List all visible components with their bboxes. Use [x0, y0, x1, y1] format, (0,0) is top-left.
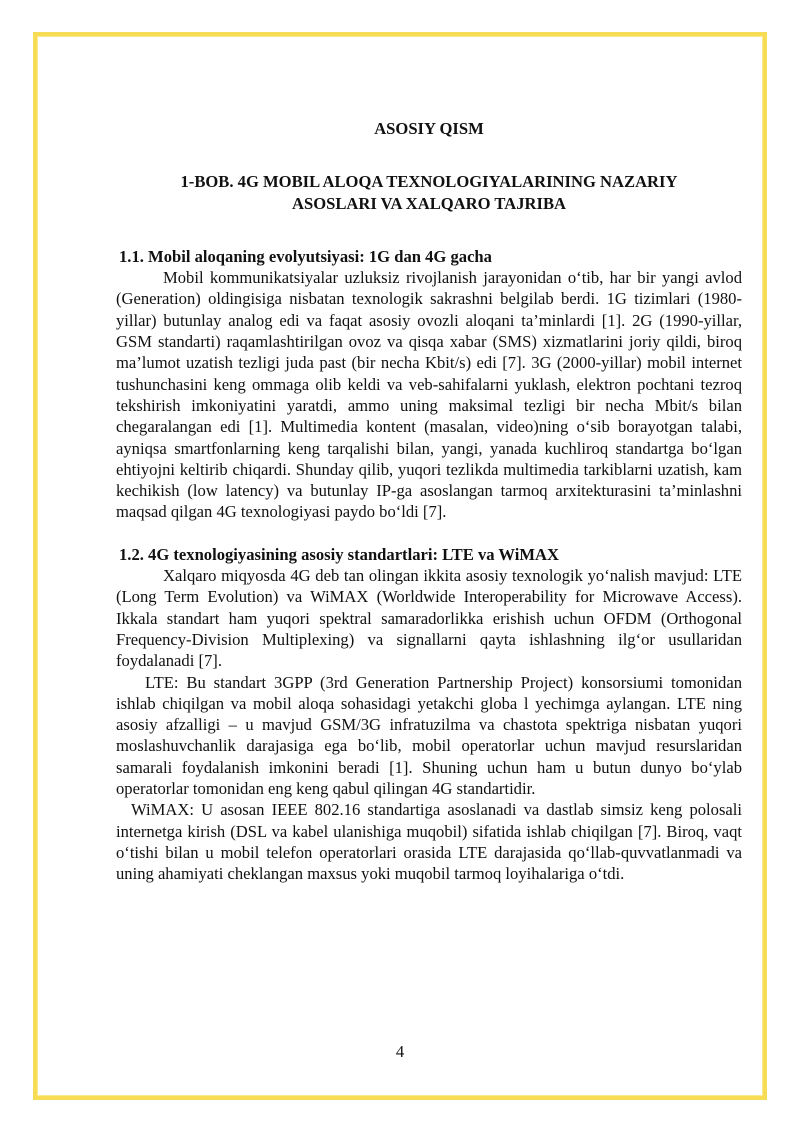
section-paragraph: Xalqaro miqyosda 4G deb tan olingan ikkita asosiy texnologik yo‘nalish mavjud: LTE (Long Term Evolution) va WiMAX (Worldwide Interoperability for Microwave Access). Ikkala standart ham yuqori spektral samaradorlikka erishish uchun OFDM (Orthogonal Frequency-Division Multiplexing) va signallarni qayta ishlashning ilg‘or usullaridan foydalanadi [7].	[116, 566, 742, 671]
chapter-title-line-2: ASOSLARI VA XALQARO TAJRIBA	[291, 193, 567, 213]
page-number: 4	[395, 1042, 405, 1061]
main-heading: ASOSIY QISM	[374, 119, 484, 138]
section-1-2	[116, 544, 742, 885]
chapter-title	[116, 171, 742, 214]
section-title: 1.2. 4G texnologiyasining asosiy standartlari: LTE va WiMAX	[119, 544, 559, 564]
section-1-1	[116, 246, 742, 523]
section-paragraph: WiMAX: U asosan IEEE 802.16 standartiga asoslanadi va dastlab simsiz keng polosali internetga kirish (DSL va kabel ulanishiga muqobil) sifatida ishlab chiqilgan [7]. Biroq, vaqt o‘tishi bilan u mobil telefon operatorlari orasida LTE darajasida qo‘llab-quvvatlanmadi va uning ahamiyati cheklangan maxsus yoki muqobil tarmoq loyihalariga o‘tdi.	[116, 800, 742, 884]
document-body	[116, 118, 742, 885]
section-paragraph: Mobil kommunikatsiyalar uzluksiz rivojlanish jarayonidan o‘tib, har bir yangi avlod (Generation) oldingisiga nisbatan texnologik sakrashni belgilab berdi. 1G tizimlari (1980-yillar) butunlay analog edi va faqat asosiy ovozli aloqani ta’minlardi [1]. 2G (1990-yillar, GSM standarti) raqamlashtirilgan ovoz va qisqa xabar (SMS) xizmatlarini joriy qildi, biroq ma’lumot uzatish tezligi juda past (bir necha Kbit/s) edi [7]. 3G (2000-yillar) mobil internet tushunchasini keng ommaga olib keldi va veb-sahifalarni yuklash, elektron pochtani tezroq tekshirish imkoniyatini yaratdi, ammo uning maksimal tezligi bir necha Mbit/s bilan chegaralangan edi [1]. Multimedia kontent (masalan, video)ning o‘sib borayotgan talabi, ayniqsa smartfonlarning keng tarqalishi bilan, yangi, yanada kuchliroq standartga bo‘lgan ehtiyojni keltirib chiqardi. Shunday qilib, yuqori tezlikda multimedia tarkiblarni uzatish, kam kechikish (low latency) va butunlay IP-ga asoslangan tarmoq arxitekturasini ta’minlashni maqsad qilgan 4G texnologiyasi paydo bo‘ldi [7].	[116, 268, 742, 522]
section-paragraph: LTE: Bu standart 3GPP (3rd Generation Partnership Project) konsorsiumi tomonidan ishlab chiqilgan va mobil aloqa sohasidagi yetakchi globa l yechimga aylangan. LTE ning asosiy afzalligi – u mavjud GSM/3G infratuzilma va chastota spektriga nisbatan yuqori moslashuvchanlik darajasiga ega bo‘lib, mobil operatorlar uchun mavjud resurslaridan samarali foydalanish imkonini beradi [1]. Shuning uchun ham u butun dunyo bo‘ylab operatorlar tomonidan eng keng qabul qilingan 4G standartidir.	[116, 672, 742, 799]
chapter-title-line-1: 1-BOB. 4G MOBIL ALOQA TEXNOLOGIYALARINING NAZARIY	[180, 172, 678, 192]
section-title: 1.1. Mobil aloqaning evolyutsiyasi: 1G dan 4G gacha	[119, 246, 492, 266]
